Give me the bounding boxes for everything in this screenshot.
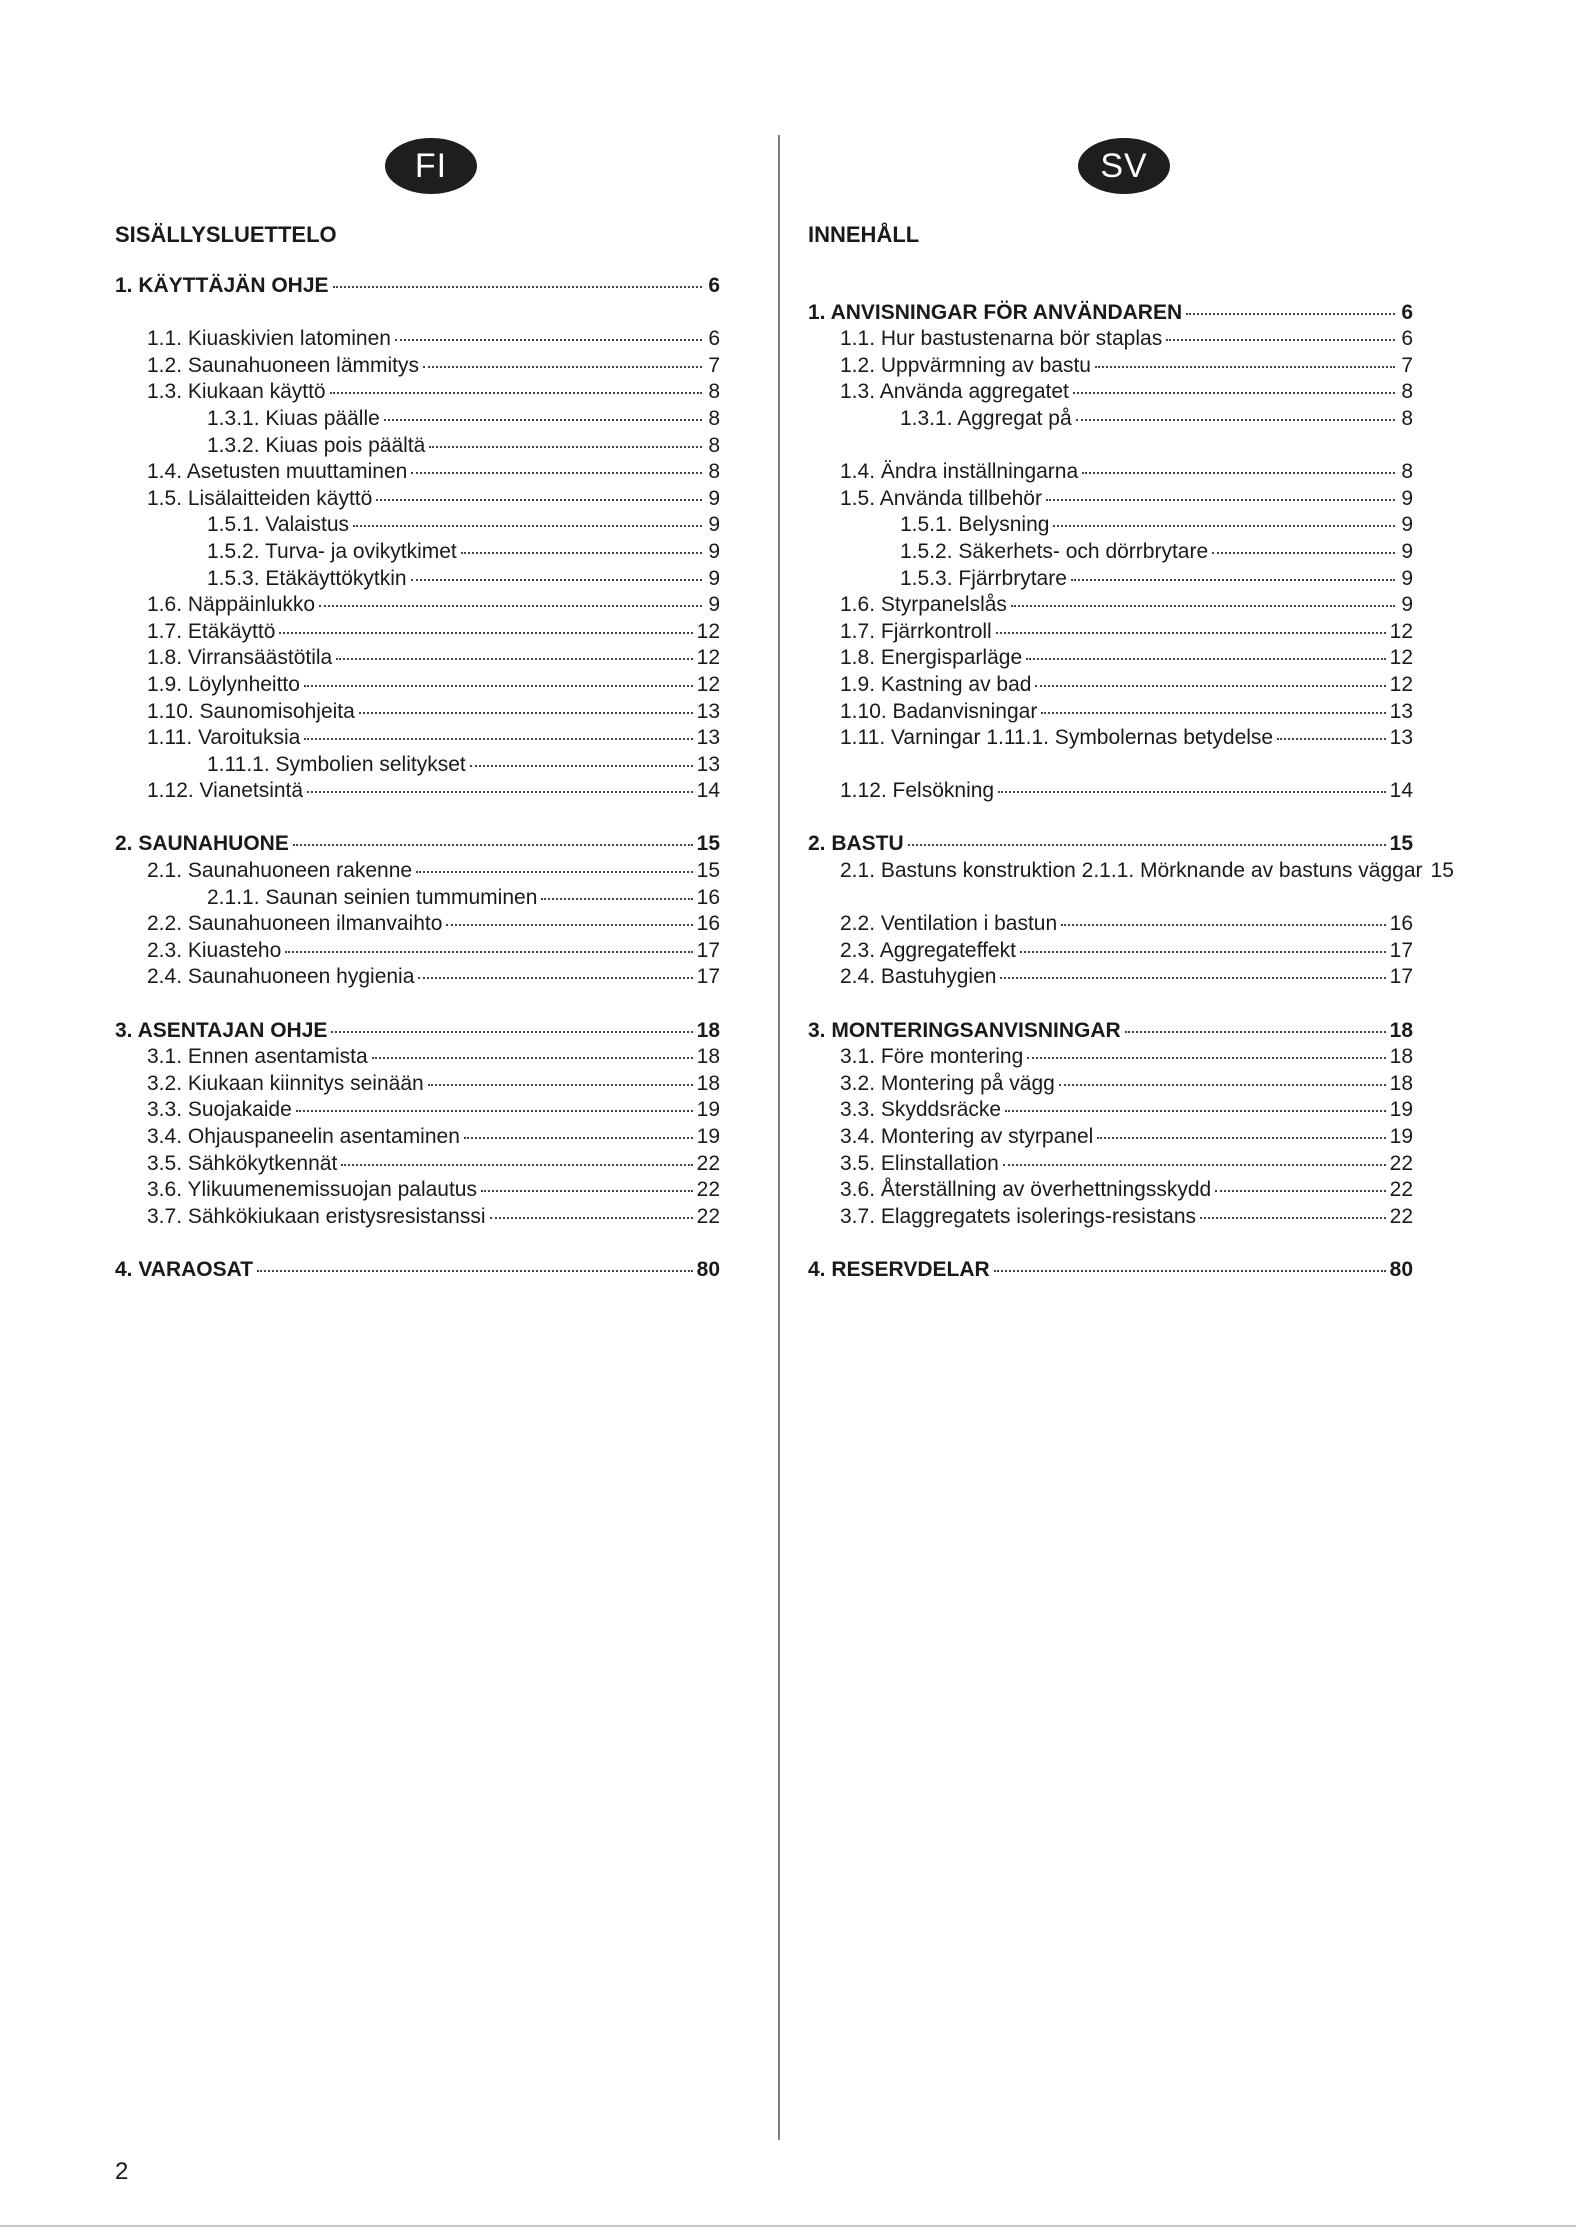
toc-leader-dots [279, 631, 692, 634]
toc-entry [115, 752, 720, 779]
toc-entry-page: 8 [708, 433, 720, 457]
toc-spacer [115, 300, 720, 327]
toc-entry [115, 885, 720, 912]
toc-entry-page: 13 [696, 726, 720, 750]
toc-leader-dots [428, 1083, 693, 1086]
toc-entry [808, 699, 1413, 726]
toc-entry-label: 3.5. Elinstallation [840, 1151, 999, 1175]
toc-entry-page: 6 [708, 274, 720, 297]
toc-leader-dots [333, 285, 702, 288]
toc-entry-page: 18 [1389, 1045, 1413, 1069]
toc-leader-dots [353, 524, 702, 527]
toc-leader-dots [418, 976, 692, 979]
toc-leader-dots [319, 604, 702, 607]
toc-entry [808, 406, 1413, 433]
toc-entry-page: 16 [696, 912, 720, 936]
language-badge-sv: SV [1078, 138, 1170, 194]
toc-leader-dots [330, 391, 702, 394]
toc-entry-label: 3.2. Kiukaan kiinnitys seinään [147, 1071, 424, 1095]
toc-entry-label: 1.9. Kastning av bad [840, 672, 1032, 696]
toc-entry-label: 1. KÄYTTÄJÄN OHJE [115, 274, 329, 297]
toc-leader-dots [541, 897, 692, 900]
toc-entry [115, 459, 720, 486]
column-divider [778, 135, 780, 2140]
toc-entry-page: 12 [696, 646, 720, 670]
toc-entry-page: 18 [1389, 1071, 1413, 1095]
toc-entry-label: 1.12. Vianetsintä [147, 779, 304, 803]
toc-entry [115, 1097, 720, 1124]
toc-entry-label: 1.5.3. Fjärrbrytare [900, 566, 1067, 590]
toc-entry-label: 1.5. Lisälaitteiden käyttö [147, 486, 373, 510]
toc-entry-page: 6 [708, 327, 720, 351]
toc-column-swedish [808, 0, 1454, 2233]
toc-spacer [808, 885, 1413, 912]
toc-entry-page: 6 [1401, 300, 1413, 324]
toc-leader-dots [359, 711, 693, 714]
toc-entry-page: 18 [696, 1018, 720, 1042]
toc-entry-page: 7 [708, 353, 720, 377]
toc-entry [808, 911, 1413, 938]
toc-entry-page: 12 [696, 672, 720, 696]
toc-entry-page: 9 [1401, 513, 1413, 537]
toc-leader-dots [1011, 604, 1395, 607]
toc-entry-page: 17 [1389, 938, 1413, 962]
toc-spacer [808, 805, 1413, 832]
toc-entry-page: 16 [1389, 912, 1413, 936]
toc-entry-page: 22 [1389, 1178, 1413, 1202]
toc-entry [115, 911, 720, 938]
toc-entry-label: 1.8. Virransäästötila [147, 646, 333, 670]
toc-entry [115, 619, 720, 646]
toc-entry-label: 1.5.1. Belysning [900, 513, 1050, 537]
toc-entry-page: 9 [708, 566, 720, 590]
toc-entry [115, 1124, 720, 1151]
toc-entry-label: 3. MONTERINGSANVISNINGAR [808, 1018, 1121, 1042]
toc-entry-page: 13 [696, 699, 720, 723]
toc-entry-label: 2.4. Saunahuoneen hygienia [147, 965, 415, 989]
toc-entry-label: 1.7. Fjärrkontroll [840, 619, 992, 643]
toc-leader-dots [1000, 976, 1385, 979]
toc-entry-page: 17 [1389, 965, 1413, 989]
toc-entry-label: 3.7. Elaggregatets isolerings-resistans [840, 1204, 1197, 1228]
toc-leader-dots [446, 923, 692, 926]
toc-entry-label: 1.10. Badanvisningar [840, 699, 1038, 723]
toc-entry-page: 8 [708, 380, 720, 404]
toc-leader-dots [1166, 338, 1395, 341]
toc-leader-dots [1212, 551, 1395, 554]
toc-leader-dots [257, 1269, 693, 1272]
toc-leader-dots [1026, 657, 1386, 660]
toc-leader-dots [996, 631, 1386, 634]
toc-leader-dots [1027, 1056, 1385, 1059]
toc-leader-dots [304, 737, 692, 740]
toc-entry-label: 1.4. Ändra inställningarna [840, 460, 1079, 484]
toc-leader-dots [461, 551, 702, 554]
toc-entry [115, 831, 720, 858]
toc-column-finnish [115, 0, 720, 2233]
toc-entry-label: 2.3. Kiuasteho [147, 938, 282, 962]
toc-entry-label: 1.1. Hur bastustenarna bör staplas [840, 327, 1163, 351]
toc-entry-label: 3.4. Ohjauspaneelin asentaminen [147, 1125, 460, 1148]
toc-entry-page: 15 [696, 832, 720, 856]
toc-entry [115, 592, 720, 619]
toc-entry [115, 273, 720, 300]
toc-entry [808, 353, 1413, 380]
toc-entry-page: 14 [1389, 779, 1413, 803]
language-badge-fi: FI [385, 138, 477, 194]
toc-leader-dots [464, 1136, 693, 1139]
toc-entry-label: 2.2. Ventilation i bastun [840, 912, 1058, 936]
toc-entry-page: 19 [696, 1098, 720, 1122]
toc-entry [115, 964, 720, 991]
toc-entry [115, 353, 720, 380]
toc-entry [115, 672, 720, 699]
toc-entry-page: 7 [1401, 353, 1413, 377]
toc-entry-page: 80 [1389, 1257, 1413, 1281]
toc-entry [808, 858, 1454, 885]
toc-entry-label: 2.1.1. Saunan seinien tummuminen [207, 885, 538, 909]
toc-leader-dots [376, 498, 702, 501]
toc-entry [115, 1151, 720, 1178]
toc-leader-dots [490, 1216, 693, 1219]
toc-entry-label: 1.8. Energisparläge [840, 646, 1023, 670]
toc-entry-label: 1.1. Kiuaskivien latominen [147, 327, 391, 351]
toc-spacer [808, 991, 1413, 1018]
toc-leader-dots [336, 657, 692, 660]
toc-entry-page: 9 [708, 513, 720, 537]
toc-entry-label: 1.5.2. Turva- ja ovikytkimet [207, 539, 457, 563]
toc-entry-page: 9 [1401, 539, 1413, 563]
toc-entry-page: 17 [696, 965, 720, 989]
toc-entry-label: 3.3. Suojakaide [147, 1098, 292, 1122]
toc-entry-label: 1.12. Felsökning [840, 779, 995, 803]
toc-entry [808, 645, 1413, 672]
toc-entry [808, 326, 1413, 353]
toc-leader-dots [481, 1189, 693, 1192]
toc-entry [115, 725, 720, 752]
toc-entry-page: 15 [1430, 859, 1454, 883]
toc-entry-page: 13 [1389, 699, 1413, 723]
toc-leader-dots [1053, 524, 1395, 527]
toc-entry-page: 18 [696, 1071, 720, 1095]
toc-entry-page: 13 [696, 752, 720, 776]
toc-leader-dots [429, 445, 702, 448]
toc-entry [808, 1097, 1413, 1124]
toc-leader-dots [1035, 684, 1385, 687]
toc-entry [115, 778, 720, 805]
toc-entry [808, 938, 1413, 965]
toc-leader-dots [341, 1163, 692, 1166]
toc-leader-dots [1059, 1083, 1386, 1086]
toc-entry-page: 9 [1401, 486, 1413, 510]
toc-entry-page: 22 [696, 1178, 720, 1202]
toc-leader-dots [1046, 498, 1395, 501]
toc-leader-dots [1076, 418, 1395, 421]
toc-leader-dots [1005, 1109, 1386, 1112]
toc-leader-dots [395, 338, 702, 341]
toc-list-fi [115, 273, 720, 1284]
toc-spacer [808, 433, 1413, 460]
toc-entry [808, 1257, 1413, 1284]
toc-entry-label: 1.3.1. Kiuas päälle [207, 406, 380, 430]
toc-entry-label: 1.7. Etäkäyttö [147, 619, 276, 643]
toc-entry-page: 12 [1389, 646, 1413, 670]
toc-entry-label: 2.3. Aggregateffekt [840, 938, 1016, 962]
toc-entry-page: 19 [696, 1125, 720, 1148]
toc-entry [115, 406, 720, 433]
toc-entry-page: 8 [1401, 380, 1413, 404]
toc-entry-label: 1.11. Varoituksia [147, 726, 301, 750]
toc-leader-dots [416, 870, 693, 873]
toc-entry-label: 1.11.1. Symbolien selitykset [207, 752, 466, 776]
toc-entry-label: 1.3.2. Kiuas pois päältä [207, 433, 426, 457]
toc-leader-dots [1041, 711, 1385, 714]
toc-entry-page: 13 [1389, 726, 1413, 750]
toc-entry [808, 1044, 1413, 1071]
toc-entry-page: 22 [696, 1204, 720, 1228]
toc-entry-label: 1.2. Saunahuoneen lämmitys [147, 353, 420, 377]
toc-entry-label: 3.1. Före montering [840, 1045, 1024, 1069]
toc-entry [808, 1177, 1413, 1204]
toc-entry [808, 566, 1413, 593]
toc-entry-label: 1.6. Styrpanelslås [840, 593, 1007, 617]
toc-entry [808, 1018, 1413, 1045]
toc-entry-label: 1.5.3. Etäkäyttökytkin [207, 566, 407, 590]
toc-entry [115, 699, 720, 726]
toc-entry [115, 512, 720, 539]
toc-entry-page: 22 [696, 1151, 720, 1175]
toc-leader-dots [331, 1030, 692, 1033]
toc-entry [808, 379, 1413, 406]
toc-entry-page: 80 [696, 1257, 720, 1281]
toc-entry-page: 9 [708, 539, 720, 563]
toc-entry [808, 964, 1413, 991]
toc-entry [808, 1071, 1413, 1098]
toc-entry-label: 1.10. Saunomisohjeita [147, 699, 355, 723]
toc-entry-page: 8 [708, 460, 720, 484]
toc-entry-page: 12 [696, 619, 720, 643]
toc-spacer [115, 1230, 720, 1257]
toc-entry-label: 1.5.2. Säkerhets- och dörrbrytare [900, 539, 1209, 563]
toc-leader-dots [285, 950, 692, 953]
toc-entry-label: 3.6. Återställning av överhettningsskydd [840, 1178, 1212, 1202]
toc-entry-label: 1.3.1. Aggregat på [900, 406, 1072, 430]
toc-spacer [115, 991, 720, 1018]
toc-entry-page: 15 [696, 859, 720, 883]
toc-leader-dots [293, 843, 693, 846]
toc-entry [115, 539, 720, 566]
toc-entry-page: 9 [1401, 593, 1413, 617]
toc-entry [808, 592, 1413, 619]
toc-entry [808, 831, 1413, 858]
toc-entry-label: 1.3. Kiukaan käyttö [147, 380, 326, 404]
toc-entry-page: 9 [1401, 566, 1413, 590]
toc-entry-page: 8 [1401, 406, 1413, 430]
toc-leader-dots [411, 471, 702, 474]
toc-leader-dots [1020, 950, 1386, 953]
toc-entry-page: 17 [696, 938, 720, 962]
toc-entry-page: 12 [1389, 619, 1413, 643]
toc-entry-label: 1. ANVISNINGAR FÖR ANVÄNDAREN [808, 300, 1183, 324]
toc-entry-label: 2. SAUNAHUONE [115, 832, 289, 856]
toc-leader-dots [1277, 737, 1386, 740]
toc-entry [808, 725, 1413, 752]
toc-entry-label: 3.4. Montering av styrpanel [840, 1125, 1094, 1148]
toc-entry-page: 6 [1401, 327, 1413, 351]
page-number: 2 [115, 2158, 129, 2185]
toc-leader-dots [1073, 391, 1395, 394]
toc-spacer [115, 805, 720, 832]
toc-entry-label: 1.11. Varningar 1.11.1. Symbolernas betydelse [840, 726, 1274, 750]
toc-entry-page: 19 [1389, 1098, 1413, 1122]
toc-leader-dots [998, 790, 1386, 793]
toc-entry-label: 1.5.1. Valaistus [207, 513, 350, 537]
toc-entry [808, 1151, 1413, 1178]
toc-entry [808, 539, 1413, 566]
toc-entry [115, 566, 720, 593]
toc-entry [115, 1204, 720, 1231]
toc-entry-label: 2. BASTU [808, 832, 904, 856]
toc-entry-label: 4. VARAOSAT [115, 1257, 254, 1281]
toc-entry-page: 9 [708, 486, 720, 510]
toc-entry [808, 486, 1413, 513]
toc-leader-dots [1125, 1030, 1386, 1033]
toc-entry-page: 8 [1401, 460, 1413, 484]
toc-entry-label: 2.4. Bastuhygien [840, 965, 997, 989]
toc-entry [115, 858, 720, 885]
toc-spacer [808, 1230, 1413, 1257]
toc-entry-label: 4. RESERVDELAR [808, 1257, 990, 1281]
toc-leader-dots [1061, 923, 1385, 926]
toc-entry-page: 18 [1389, 1018, 1413, 1042]
toc-entry-page: 16 [696, 885, 720, 909]
toc-entry-page: 15 [1389, 832, 1413, 856]
toc-entry [808, 1204, 1413, 1231]
toc-entry [808, 300, 1413, 327]
toc-entry [115, 433, 720, 460]
toc-leader-dots [470, 764, 693, 767]
toc-entry [808, 1124, 1413, 1151]
toc-entry-page: 19 [1389, 1125, 1413, 1148]
toc-heading-sv: INNEHÅLL [808, 222, 920, 247]
toc-entry [808, 778, 1413, 805]
toc-leader-dots [1095, 365, 1395, 368]
toc-leader-dots [1003, 1163, 1386, 1166]
toc-entry [115, 1071, 720, 1098]
toc-entry-page: 12 [1389, 672, 1413, 696]
toc-entry [808, 672, 1413, 699]
toc-entry-label: 3.3. Skyddsräcke [840, 1098, 1002, 1122]
toc-leader-dots [304, 684, 693, 687]
toc-leader-dots [994, 1269, 1386, 1272]
toc-entry-label: 3.7. Sähkökiukaan eristysresistanssi [147, 1204, 486, 1228]
toc-leader-dots [307, 790, 693, 793]
toc-entry [808, 512, 1413, 539]
toc-leader-dots [1186, 312, 1395, 315]
toc-entry-label: 3.2. Montering på vägg [840, 1071, 1055, 1095]
toc-entry [115, 645, 720, 672]
toc-entry-label: 1.5. Använda tillbehör [840, 486, 1042, 510]
toc-entry [115, 1044, 720, 1071]
toc-leader-dots [908, 843, 1386, 846]
toc-entry [115, 938, 720, 965]
toc-entry-label: 2.1. Saunahuoneen rakenne [147, 859, 413, 883]
toc-leader-dots [423, 365, 702, 368]
toc-entry [808, 459, 1413, 486]
toc-leader-dots [296, 1109, 693, 1112]
toc-heading-fi: SISÄLLYSLUETTELO [115, 222, 337, 247]
toc-leader-dots [1071, 578, 1395, 581]
toc-entry [115, 1018, 720, 1045]
toc-entry [115, 1177, 720, 1204]
toc-entry-label: 3.6. Ylikuumenemissuojan palautus [147, 1178, 477, 1202]
toc-entry-label: 1.9. Löylynheitto [147, 672, 300, 696]
toc-entry-page: 9 [708, 593, 720, 617]
toc-entry [115, 326, 720, 353]
toc-entry-page: 14 [696, 779, 720, 803]
toc-entry-label: 1.2. Uppvärmning av bastu [840, 353, 1091, 377]
toc-leader-dots [411, 578, 702, 581]
bottom-rule [0, 2225, 1576, 2227]
toc-entry-label: 1.4. Asetusten muuttaminen [147, 460, 408, 484]
toc-entry-label: 1.6. Näppäinlukko [147, 593, 316, 617]
toc-entry-label: 2.2. Saunahuoneen ilmanvaihto [147, 912, 443, 936]
toc-entry-label: 3.1. Ennen asentamista [147, 1045, 368, 1069]
toc-leader-dots [384, 418, 702, 421]
toc-entry-page: 8 [708, 406, 720, 430]
toc-entry [808, 619, 1413, 646]
toc-entry-page: 22 [1389, 1204, 1413, 1228]
toc-entry [115, 1257, 720, 1284]
toc-leader-dots [1215, 1189, 1385, 1192]
toc-entry-label: 3.5. Sähkökytkennät [147, 1151, 338, 1175]
toc-leader-dots [372, 1056, 693, 1059]
toc-spacer [808, 752, 1413, 779]
toc-entry-label: 3. ASENTAJAN OHJE [115, 1018, 328, 1042]
toc-entry-page: 18 [696, 1045, 720, 1069]
toc-entry-label: 1.3. Använda aggregatet [840, 380, 1069, 404]
toc-list-sv [808, 273, 1454, 1284]
toc-entry [115, 486, 720, 513]
toc-leader-dots [1200, 1216, 1386, 1219]
toc-entry-page: 22 [1389, 1151, 1413, 1175]
toc-leader-dots [1097, 1136, 1385, 1139]
toc-spacer [808, 273, 1413, 300]
toc-entry-label: 2.1. Bastuns konstruktion 2.1.1. Mörknande av bastuns väggar [840, 859, 1423, 883]
toc-entry [115, 379, 720, 406]
toc-leader-dots [1082, 471, 1395, 474]
